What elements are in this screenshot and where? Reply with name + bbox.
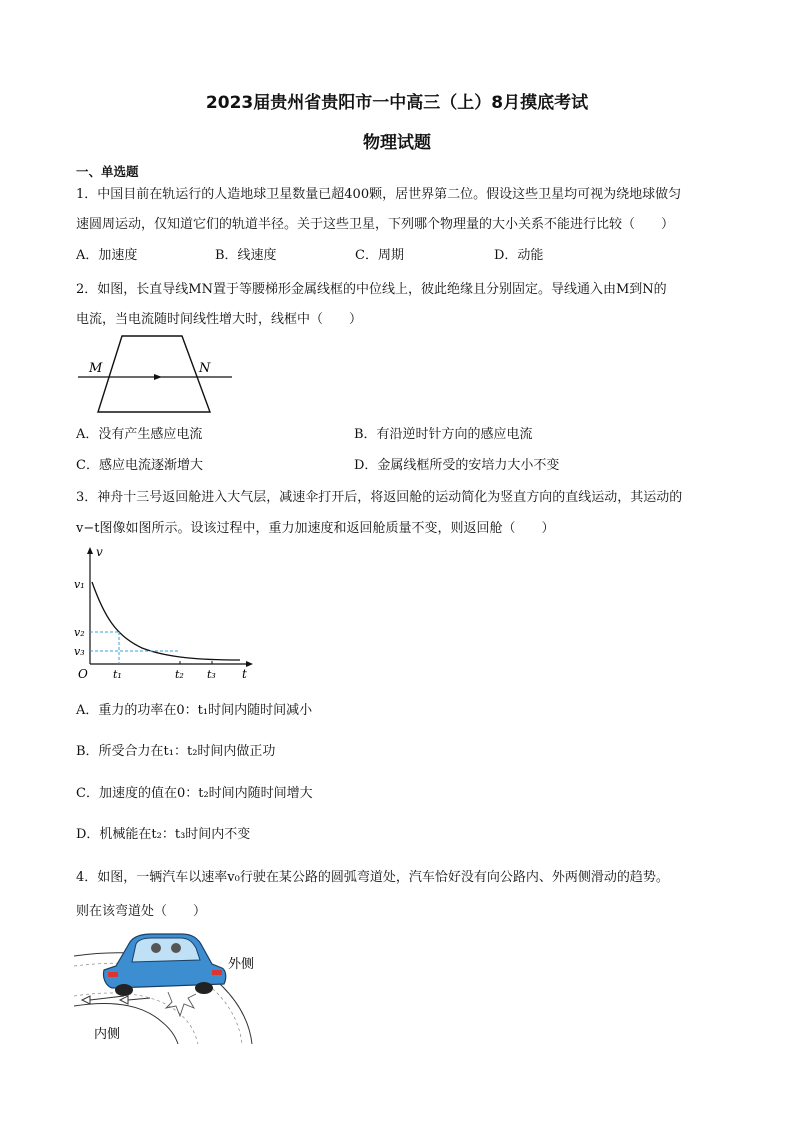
mid-arrow-line (128, 998, 150, 1000)
exam-subtitle: 物理试题 (363, 133, 431, 153)
current-arrow-icon (154, 374, 162, 380)
q2-line2: 电流，当电流随时间线性增大时，线框中（ ） (76, 312, 363, 327)
q1-option-d: D．动能 (494, 248, 544, 263)
q4-line1: 4．如图，一辆汽车以速率v₀行驶在某公路的圆弧弯道处，汽车恰好没有向公路内、外两侧滑动的趋势。 (76, 870, 669, 885)
v-axis-label: v (96, 545, 103, 559)
q2-trapezoid-figure (74, 332, 236, 418)
q4-line2: 则在该弯道处（ ） (76, 904, 207, 919)
rear-light-left (108, 972, 118, 977)
q2-option-b: B．有沿逆时针方向的感应电流 (354, 427, 533, 442)
q1-option-c: C．周期 (355, 248, 404, 263)
mid-arrow-icon (120, 996, 128, 1004)
v3-label: v₃ (74, 645, 85, 658)
q3-option-d: D．机械能在t₂：t₃时间内不变 (76, 827, 251, 842)
q4-car-curve-figure (72, 926, 262, 1046)
q3-option-b: B．所受合力在t₁：t₂时间内做正功 (76, 744, 276, 759)
q3-line1: 3．神舟十三号返回舱进入大气层，减速伞打开后，将返回舱的运动简化为竖直方向的直线运动，其运动的 (76, 490, 683, 505)
q2-option-d: D．金属线框所受的安培力大小不变 (354, 458, 560, 473)
t2-label: t₂ (175, 668, 184, 681)
v2-label: v₂ (74, 626, 85, 639)
passenger-head (171, 943, 181, 953)
driver-head (151, 943, 161, 953)
inner-arrow-line (90, 996, 124, 1000)
q1-line2: 速圆周运动，仅知道它们的轨道半径。关于这些卫星，下列哪个物理量的大小关系不能进行比较（ ） (76, 217, 675, 232)
q1-option-a: A．加速度 (76, 248, 138, 263)
velocity-curve (92, 582, 240, 660)
q3-option-c: C．加速度的值在0：t₂时间内随时间增大 (76, 786, 313, 801)
q2-line1: 2．如图，长直导线MN置于等腰梯形金属线框的中位线上，彼此绝缘且分别固定。导线通入由M到N的 (76, 282, 667, 297)
origin-label: O (78, 667, 88, 681)
road-lane-2 (74, 993, 198, 1044)
inner-arrow-icon (82, 996, 90, 1004)
v1-label: v₁ (74, 578, 85, 591)
wheel-right (195, 982, 213, 994)
q3-line2: v−t图像如图所示。设该过程中，重力加速度和返回舱质量不变，则返回舱（ ） (76, 521, 555, 536)
q2-option-a: A．没有产生感应电流 (76, 427, 203, 442)
wheel-left (115, 984, 133, 996)
t-axis-arrow-icon (246, 661, 253, 667)
inner-side-label: 内侧 (94, 1027, 121, 1042)
t-axis-label: t (242, 667, 247, 681)
exam-title: 2023届贵州省贵阳市一中高三（上）8月摸底考试 (205, 93, 589, 113)
outer-side-label: 外侧 (228, 957, 255, 972)
section-heading: 一、单选题 (76, 164, 139, 179)
label-m: M (89, 361, 103, 376)
q1-line1: 1．中国目前在轨运行的人造地球卫星数量已超400颗，居世界第二位。假设这些卫星均可视为绕地球做匀 (76, 187, 682, 202)
road-inner-edge (74, 1003, 178, 1044)
label-n: N (199, 361, 211, 376)
q2-option-c: C．感应电流逐渐增大 (76, 458, 203, 473)
q3-vt-graph (72, 544, 262, 684)
t1-label: t₁ (113, 668, 122, 681)
t3-label: t₃ (207, 668, 216, 681)
car-window (132, 938, 200, 962)
q3-option-a: A．重力的功率在0：t₁时间内随时间减小 (76, 703, 313, 718)
road-splash (166, 992, 196, 1016)
rear-light-right (212, 970, 222, 975)
q1-option-b: B．线速度 (215, 248, 277, 263)
v-axis-arrow-icon (87, 547, 93, 554)
